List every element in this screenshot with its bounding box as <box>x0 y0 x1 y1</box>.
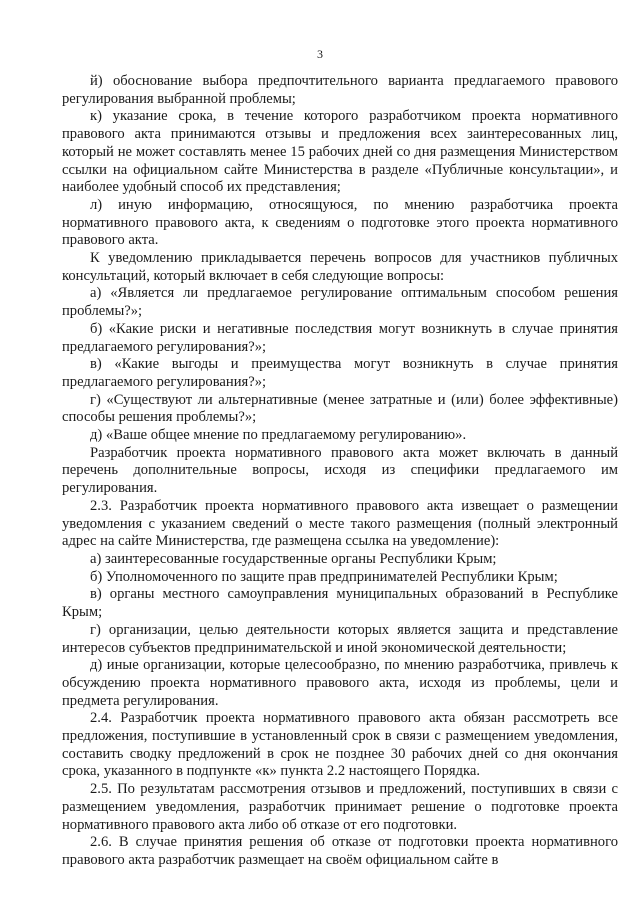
page-number: 3 <box>317 47 323 61</box>
paragraph: д) иные организации, которые целесообразно, по мнению разработчика, привлечь к обсуждению проекта нормативного правового акта, исходя из проблемы, цели и предмета регулирования. <box>62 657 618 709</box>
paragraph: 2.5. По результатам рассмотрения отзывов и предложений, поступивших в связи с размещением уведомления, разработчик принимает решение о подготовке проекта нормативного правового акта либо об отказе от его подготовки. <box>62 781 618 833</box>
paragraph: г) организации, целью деятельности которых является защита и представление интересов субъектов предпринимательской и иной экономической деятельности; <box>62 621 618 656</box>
paragraph: б) Уполномоченного по защите прав предпринимателей Республики Крым; <box>90 568 558 585</box>
paragraph: 2.6. В случае принятия решения об отказе от подготовки проекта нормативного правового акта разработчик размещает на своём официальном сайте в <box>62 834 618 868</box>
paragraph: Разработчик проекта нормативного правового акта может включать в данный перечень дополнительные вопросы, исходя из специфики предлагаемого им регулирования. <box>62 444 618 497</box>
paragraph: а) «Является ли предлагаемое регулирование оптимальным способом решения проблемы?»; <box>62 285 618 320</box>
paragraph: й) обоснование выбора предпочтительного варианта предлагаемого правового регулирования выбранной проблемы; <box>62 73 618 107</box>
paragraph: 2.4. Разработчик проекта нормативного правового акта обязан рассмотреть все предложения, поступившие в установленный срок в связи с размещением уведомления, составить сводку предложений в срок не позднее 30 рабочих дней со дня окончания срока, указанного в подпункте «к» пункта 2.2 настоящего Порядка. <box>62 710 618 780</box>
paragraph: 2.3. Разработчик проекта нормативного правового акта извещает о размещении уведомления с указанием сведений о месте такого размещения (полный электронный адрес на сайте Министерства, где размещена ссылка на уведомление): <box>62 497 618 550</box>
paragraph: д) «Ваше общее мнение по предлагаемому регулированию». <box>90 427 467 444</box>
paragraph: в) органы местного самоуправления муниципальных образований в Республике Крым; <box>62 586 618 621</box>
paragraph: л) иную информацию, относящуюся, по мнению разработчика проекта нормативного правового акта, к сведениям о подготовке этого проекта нормативного правового акта. <box>62 196 618 249</box>
paragraph: к) указание срока, в течение которого разработчиком проекта нормативного правового акта принимаются отзывы и предложения всех заинтересованных лиц, который не может составлять менее 15 рабочих дней со дня размещения Министерством ссылки на официальном сайте Министерства в разделе «Публичные консультации», и наиболее удобный способ их представления; <box>62 108 618 196</box>
paragraph: г) «Существуют ли альтернативные (менее затратные и (или) более эффективные) способы решения проблемы?»; <box>62 391 618 426</box>
paragraph: а) заинтересованные государственные органы Республики Крым; <box>90 550 497 567</box>
paragraph: б) «Какие риски и негативные последствия могут возникнуть в случае принятия предлагаемого регулирования?»; <box>62 320 618 355</box>
document-body <box>62 73 618 870</box>
paragraph: в) «Какие выгоды и преимущества могут возникнуть в случае принятия предлагаемого регулирования?»; <box>62 356 618 390</box>
paragraph: К уведомлению прикладывается перечень вопросов для участников публичных консультаций, который включает в себя следующие вопросы: <box>62 250 618 284</box>
